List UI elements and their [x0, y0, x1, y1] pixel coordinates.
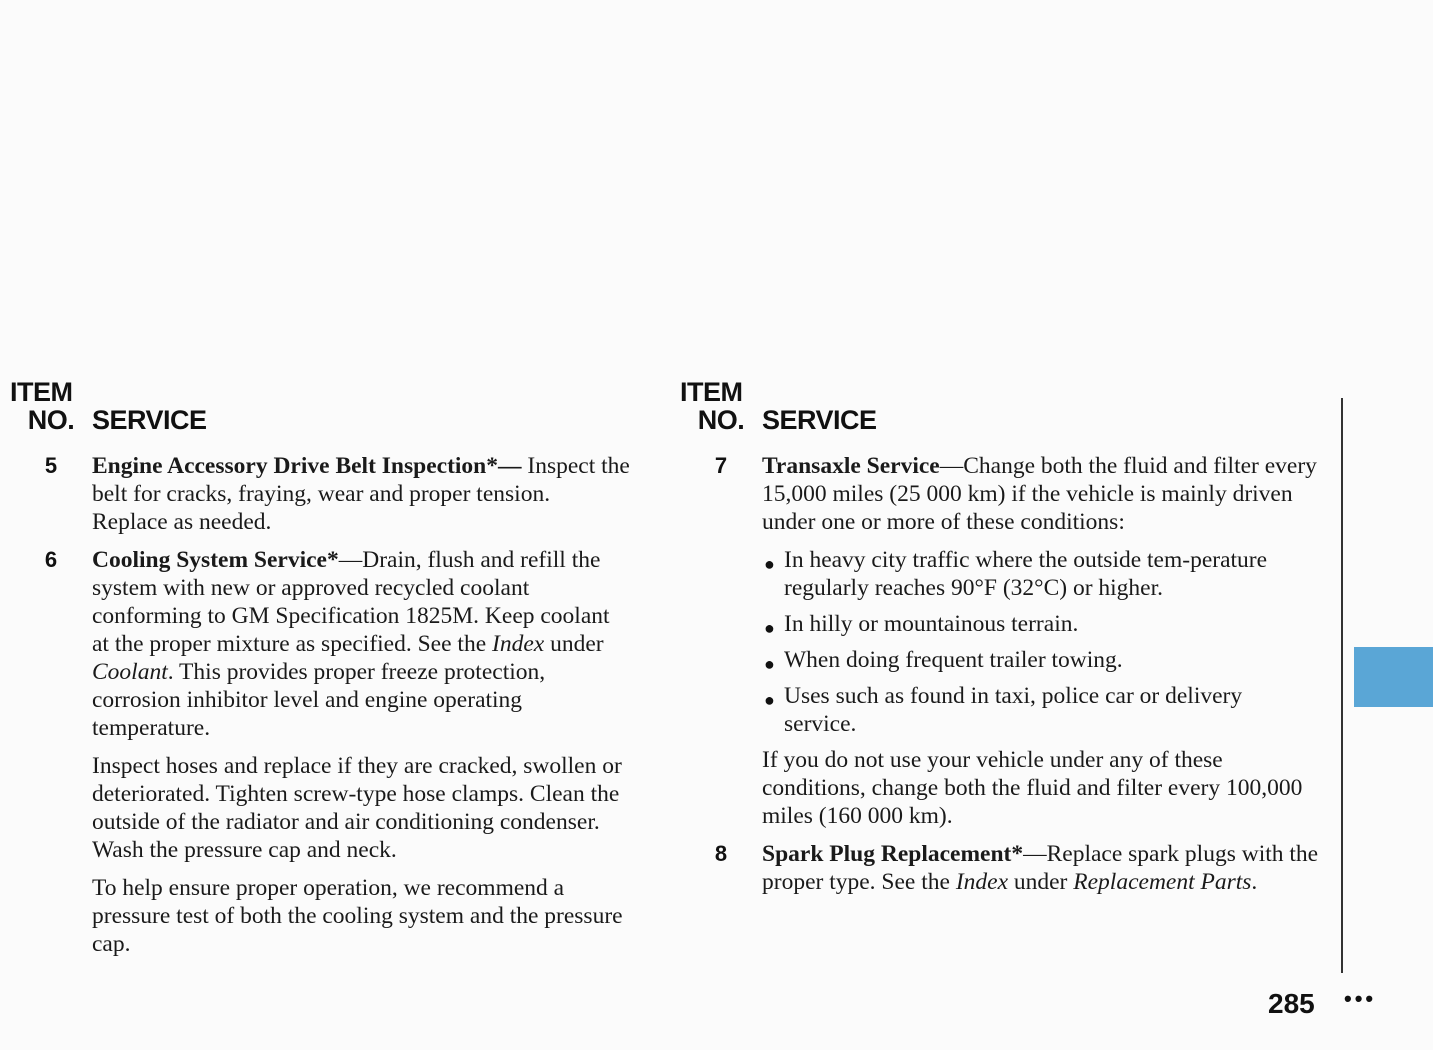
item-paragraph: [92, 546, 630, 742]
list-item: [762, 646, 1320, 674]
item-text: —Drain, flush and refill the system with new or approved recycled coolant conforming to GM Specification 1825M. Keep coolant at the proper mixture as specified. See the: [92, 547, 610, 657]
item-title: Cooling System Service*: [92, 547, 339, 573]
service-item-7: [680, 452, 1320, 840]
item-number: 6: [44, 547, 58, 572]
right-column: [680, 378, 1320, 906]
bullet-icon: ●: [764, 690, 775, 710]
item-text: —Replace spark plugs with the proper type. See the: [762, 841, 1319, 895]
item-text: under: [1008, 869, 1074, 895]
item-paragraph: [762, 840, 1320, 896]
bullet-icon: ●: [764, 618, 775, 638]
header-item-label: ITEM: [680, 377, 743, 407]
condition-list: [762, 546, 1320, 738]
header-service-label: SERVICE: [92, 405, 207, 435]
item-title: Transaxle Service: [762, 453, 940, 479]
service-item-5: [10, 452, 630, 546]
item-paragraph: Inspect hoses and replace if they are cracked, swollen or deteriorated. Tighten screw-type hose clamps. Clean the outside of the radiator and air conditioning condenser. Wash the pressure cap and neck.: [92, 753, 622, 863]
section-tab-marker: [1354, 647, 1433, 707]
item-number: 8: [714, 841, 728, 866]
parts-reference: Replacement Parts: [1073, 869, 1252, 895]
list-item-text: Uses such as found in taxi, police car or delivery service.: [784, 683, 1243, 737]
index-reference: Index: [955, 869, 1008, 895]
item-number: 5: [44, 453, 58, 478]
left-column: [10, 378, 630, 968]
list-item-text: In hilly or mountainous terrain.: [784, 611, 1079, 637]
list-item: [762, 682, 1320, 738]
list-item-text: In heavy city traffic where the outside tem-perature regularly reaches 90°F (32°C) or higher.: [784, 547, 1268, 601]
left-table-header: [10, 378, 630, 434]
item-text: .: [1251, 869, 1258, 895]
header-service-label: SERVICE: [762, 405, 877, 435]
index-reference: Index: [492, 631, 545, 657]
coolant-reference: Coolant: [92, 659, 168, 685]
right-table-header: [680, 378, 1320, 434]
service-item-6: [10, 546, 630, 968]
page-dots: •••: [1344, 986, 1377, 1011]
header-no-label: NO.: [697, 405, 745, 435]
bullet-icon: ●: [764, 554, 775, 574]
page-number: 285: [1268, 988, 1315, 1019]
list-item: [762, 610, 1320, 638]
item-text: . This provides proper freeze protection, corrosion inhibitor level and engine operating temperature.: [92, 659, 546, 741]
item-paragraph: [762, 452, 1320, 536]
header-no-label: NO.: [27, 405, 75, 435]
item-paragraph: [92, 452, 630, 536]
item-text: Inspect the belt for cracks, fraying, wear and proper tension. Replace as needed.: [92, 453, 630, 535]
list-item: [762, 546, 1320, 602]
item-text: —Change both the fluid and filter every 15,000 miles (25 000 km) if the vehicle is mainly driven under one or more of these conditions:: [762, 453, 1317, 535]
item-text: under: [544, 631, 604, 657]
vertical-divider: [1341, 398, 1343, 973]
item-paragraph: To help ensure proper operation, we recommend a pressure test of both the cooling system and the pressure cap.: [92, 875, 623, 957]
service-item-8: [680, 840, 1320, 906]
bullet-icon: ●: [764, 654, 775, 674]
list-item-text: When doing frequent trailer towing.: [784, 647, 1123, 673]
item-title: Spark Plug Replacement*: [762, 841, 1024, 867]
item-title: Engine Accessory Drive Belt Inspection*—: [92, 453, 522, 479]
header-item-label: ITEM: [10, 377, 73, 407]
item-number: 7: [714, 453, 728, 478]
item-paragraph: If you do not use your vehicle under any of these conditions, change both the fluid and filter every 100,000 miles (160 000 km).: [762, 747, 1303, 829]
